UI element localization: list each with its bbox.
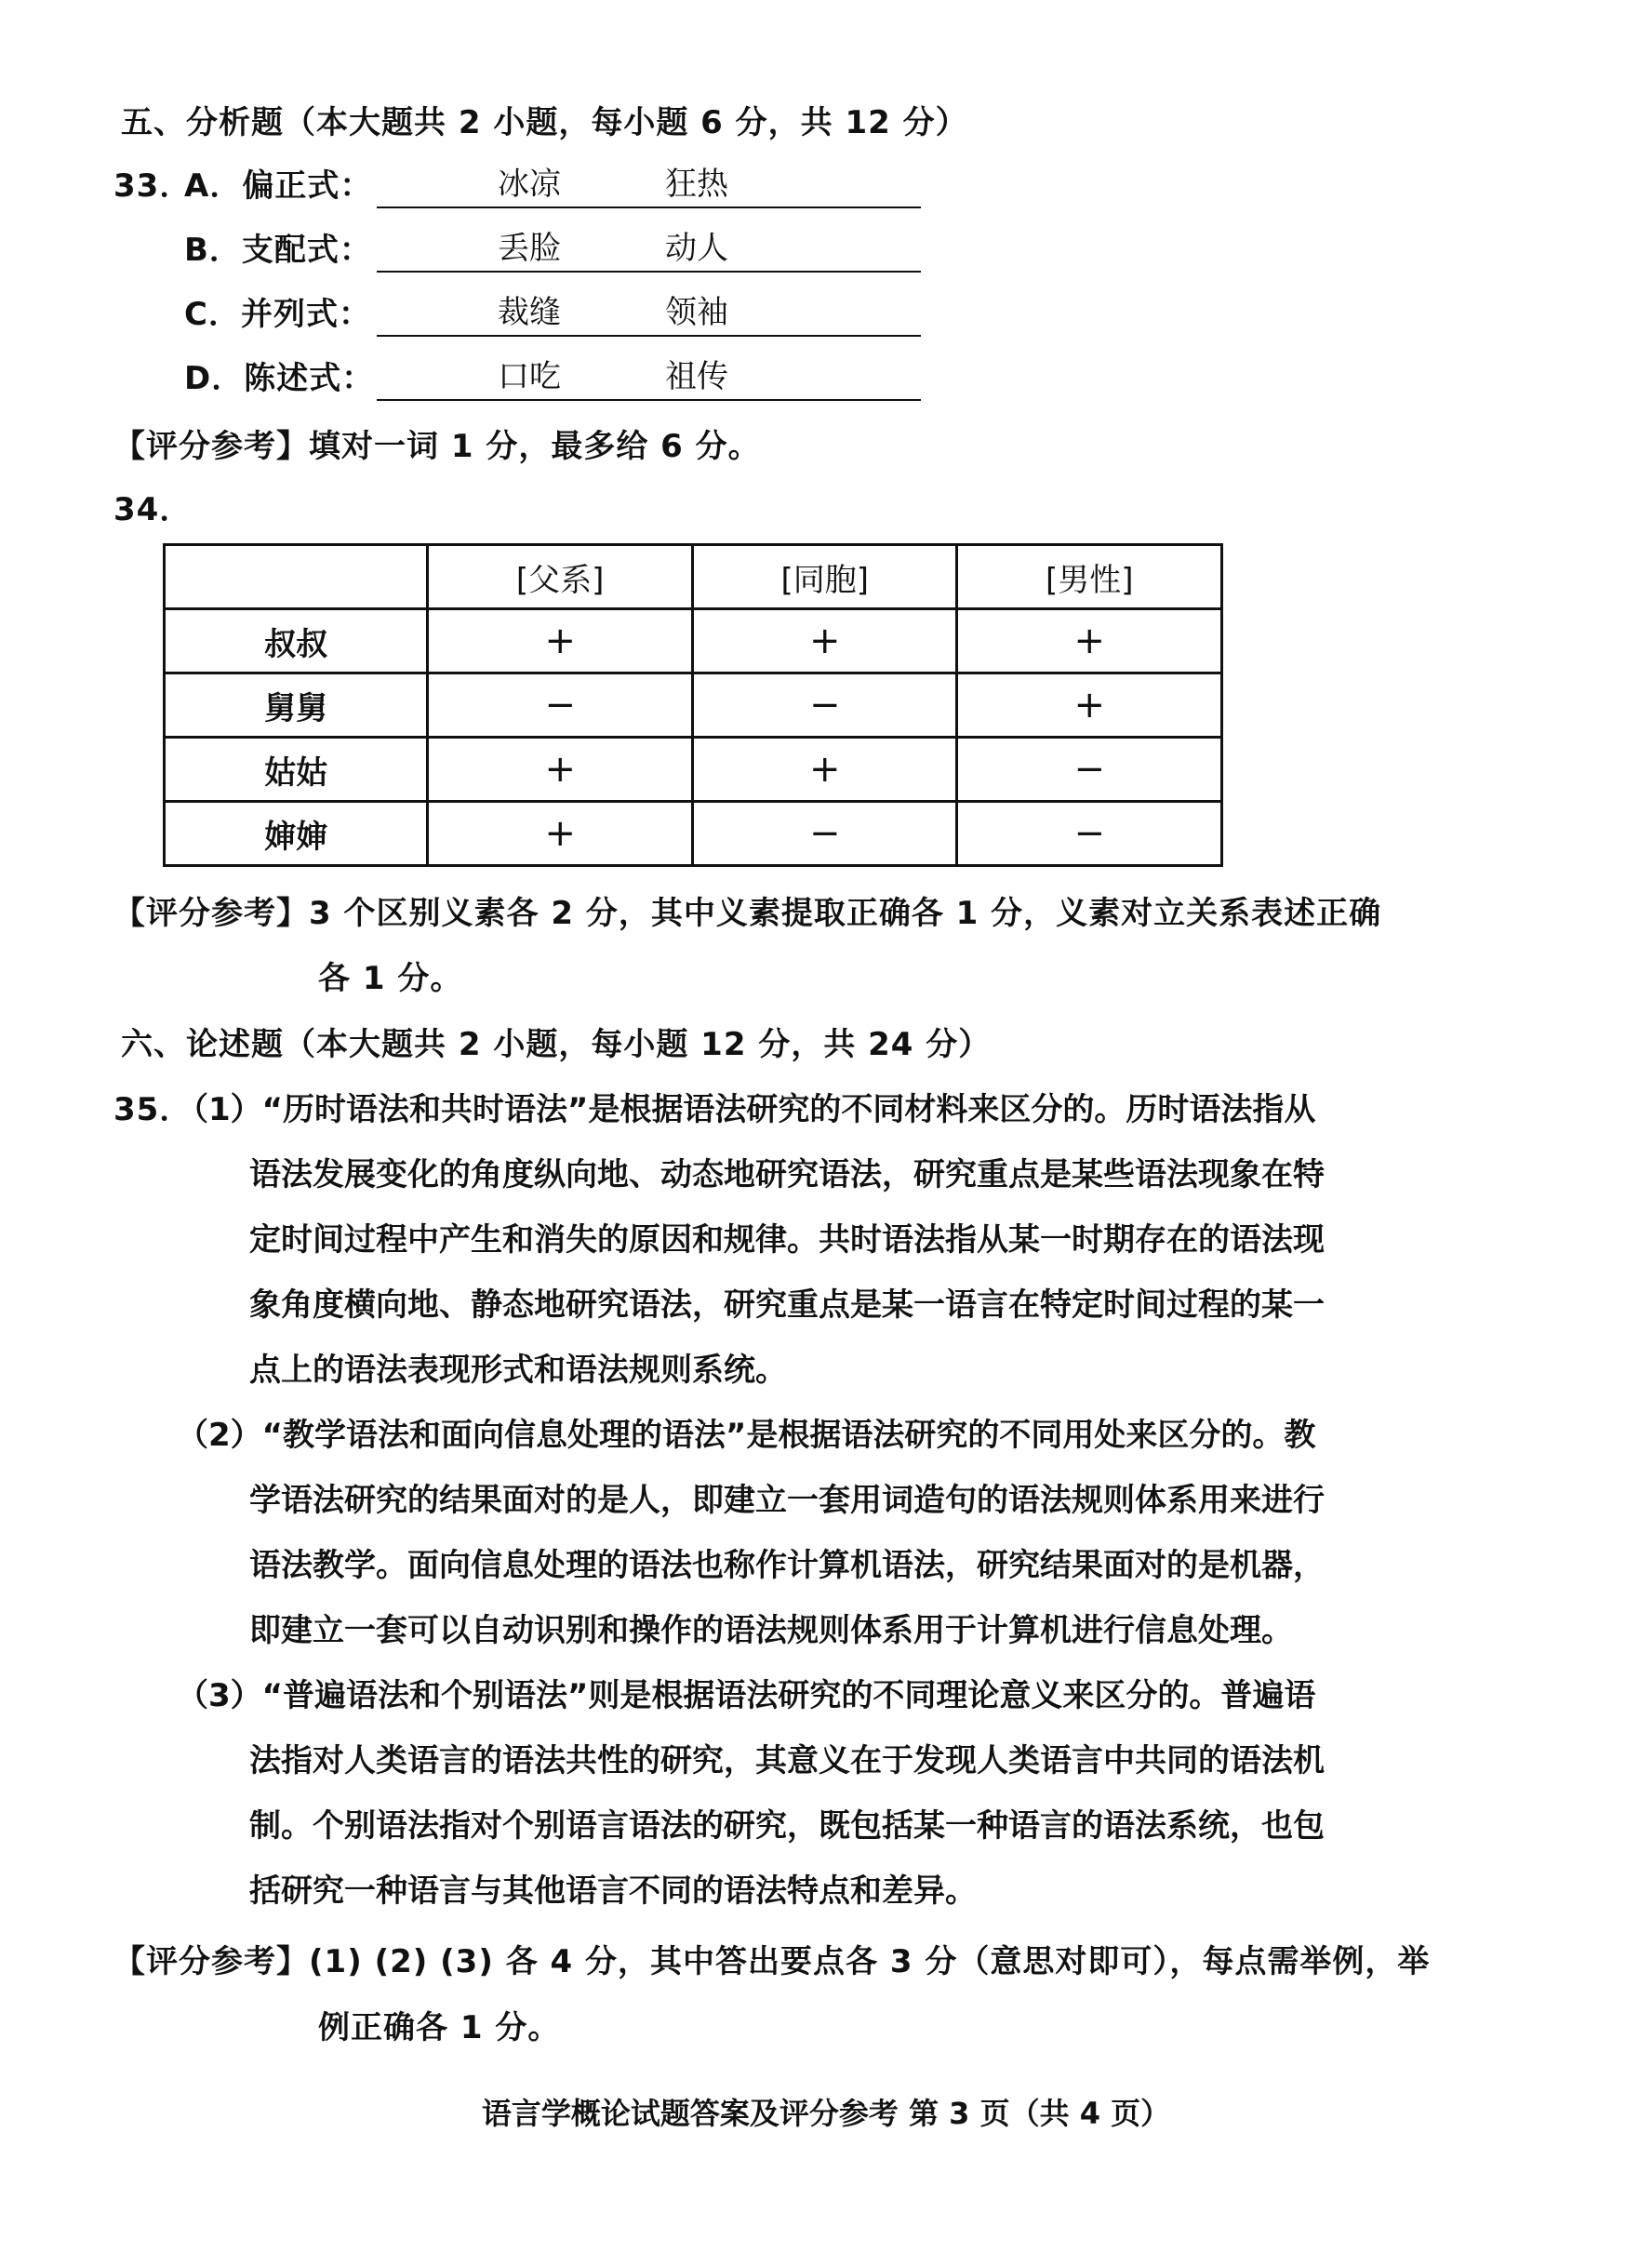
- q35-p3-line2: 法指对人类语言的语法共性的研究，其意义在于发现人类语言中共同的语法机: [249, 1742, 1325, 1779]
- q35-p1-line5: 点上的语法表现形式和语法规则系统。: [249, 1352, 787, 1389]
- table-header-row: [165, 545, 1222, 609]
- q35-p3-line4: 括研究一种语言与其他语言不同的语法特点和差异。: [249, 1872, 977, 1910]
- table-cell: −: [692, 673, 957, 738]
- q33-item-d-blank: [377, 358, 921, 401]
- table-header-cell: [父系]: [428, 545, 693, 609]
- q33-item-b-word2: 动人: [665, 230, 728, 267]
- table-cell: +: [957, 609, 1222, 673]
- table-header-cell: [男性]: [957, 545, 1222, 609]
- table-cell: −: [957, 738, 1222, 802]
- table-row: [165, 738, 1222, 802]
- q35-scoring-line1: 【评分参考】(1) (2) (3) 各 4 分，其中答出要点各 3 分（意思对即可），每点需举例，举: [113, 1943, 1431, 1980]
- q35-scoring-line2: 例正确各 1 分。: [318, 2009, 561, 2046]
- q33-item-a-blank: [377, 166, 921, 208]
- q33-item-c-blank: [377, 294, 921, 337]
- table-row-term: 叔叔: [165, 609, 428, 673]
- section5-title: 五、分析题（本大题共 2 小题，每小题 6 分，共 12 分）: [121, 104, 968, 141]
- table-cell: −: [692, 802, 957, 866]
- table-cell: +: [428, 738, 693, 802]
- q35-p2-line1: （2）“教学语法和面向信息处理的语法”是根据语法研究的不同用处来区分的。教: [177, 1417, 1316, 1454]
- q35-p2-line4: 即建立一套可以自动识别和操作的语法规则体系用于计算机进行信息处理。: [249, 1612, 1293, 1649]
- q34-number: 34．: [113, 491, 193, 528]
- q33-item-d-label: D．陈述式：: [184, 360, 375, 397]
- table-row-term: 婶婶: [165, 802, 428, 866]
- q33-item-b-word1: 丢脸: [498, 230, 561, 267]
- q34-scoring-line2: 各 1 分。: [318, 960, 463, 997]
- table-row-term: 姑姑: [165, 738, 428, 802]
- q35-p1-line3: 定时间过程中产生和消失的原因和规律。共时语法指从某一时期存在的语法现: [249, 1221, 1325, 1259]
- q35-p1-line1: （1）“历时语法和共时语法”是根据语法研究的不同材料来区分的。历时语法指从: [177, 1091, 1316, 1128]
- q33-item-a-label: A．偏正式：: [184, 167, 373, 205]
- q35-p2-line3: 语法教学。面向信息处理的语法也称作计算机语法，研究结果面对的是机器，: [249, 1547, 1325, 1584]
- q35-p1-line2: 语法发展变化的角度纵向地、动态地研究语法，研究重点是某些语法现象在特: [249, 1156, 1325, 1193]
- q33-item-c-word2: 领袖: [665, 294, 728, 331]
- q33-item-d-word1: 口吃: [498, 358, 561, 395]
- section6-title: 六、论述题（本大题共 2 小题，每小题 12 分，共 24 分）: [121, 1026, 992, 1063]
- q33-item-b-label: B．支配式：: [184, 232, 372, 269]
- q35-p3-line3: 制。个别语法指对个别语言语法的研究，既包括某一种语言的语法系统，也包: [249, 1807, 1325, 1845]
- table-header-cell: [同胞]: [692, 545, 957, 609]
- q35-number: 35．: [113, 1091, 193, 1128]
- table-cell: +: [692, 609, 957, 673]
- q33-item-a-word2: 狂热: [665, 166, 728, 203]
- table-cell: −: [428, 673, 693, 738]
- table-cell: +: [957, 673, 1222, 738]
- table-row: [165, 673, 1222, 738]
- q33-item-d-word2: 祖传: [665, 358, 728, 395]
- table-row-term: 舅舅: [165, 673, 428, 738]
- table-cell: +: [428, 609, 693, 673]
- page-footer: 语言学概论试题答案及评分参考 第 3 页（共 4 页）: [481, 2096, 1171, 2131]
- q35-p1-line4: 象角度横向地、静态地研究语法，研究重点是某一语言在特定时间过程的某一: [249, 1286, 1325, 1324]
- table-header-cell: [165, 545, 428, 609]
- q33-item-b-blank: [377, 230, 921, 273]
- table-cell: +: [428, 802, 693, 866]
- q33-item-c-label: C．并列式：: [184, 296, 371, 333]
- q33-number: 33．: [113, 167, 193, 205]
- q33-scoring: 【评分参考】填对一词 1 分，最多给 6 分。: [113, 428, 761, 465]
- q33-item-a-word1: 冰凉: [498, 166, 561, 203]
- q35-p2-line2: 学语法研究的结果面对的是人，即建立一套用词造句的语法规则体系用来进行: [249, 1482, 1325, 1519]
- table-row: [165, 802, 1222, 866]
- table-cell: −: [957, 802, 1222, 866]
- q34-scoring-line1: 【评分参考】3 个区别义素各 2 分，其中义素提取正确各 1 分，义素对立关系表述正确: [113, 895, 1382, 932]
- table-cell: +: [692, 738, 957, 802]
- table-row: [165, 609, 1222, 673]
- q35-p3-line1: （3）“普遍语法和个别语法”则是根据语法研究的不同理论意义来区分的。普遍语: [177, 1677, 1316, 1714]
- semantic-feature-table: [163, 543, 1223, 867]
- q33-item-c-word1: 裁缝: [498, 294, 561, 331]
